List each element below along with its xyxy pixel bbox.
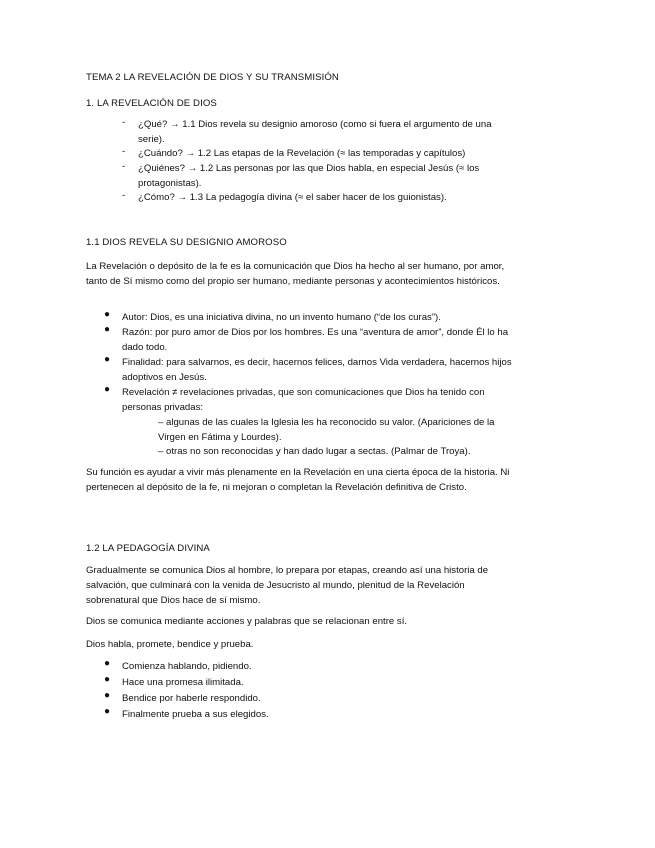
bullet-marker: ●: [104, 324, 111, 335]
paragraph-acciones: Dios se comunica mediante acciones y palabras que se relacionan entre sí.: [86, 616, 408, 627]
list-item-text: ¿Cómo? → 1.3 La pedagogía divina (≈ el saber hacer de los guionistas).: [138, 192, 447, 203]
bullet-text: Bendice por haberle respondido.: [122, 693, 261, 704]
bullet-marker: ●: [104, 658, 111, 669]
bullet-text: Razón: por puro amor de Dios por los hombres. Es una “aventura de amor”, donde Él lo ha dado todo.: [122, 327, 509, 353]
bullet-text: Finalidad: para salvarnos, es decir, hacernos felices, darnos Vida verdadera, hacernos hijos adoptivos en Jesús.: [122, 357, 512, 383]
section-heading-revelacion: 1. LA REVELACIÓN DE DIOS: [86, 98, 217, 109]
bullet-marker: ●: [104, 354, 111, 365]
sub-item: – otras no son reconocidas y han dado lugar a sectas. (Palmar de Troya).: [158, 446, 471, 457]
bullet-marker: ●: [104, 384, 111, 395]
bullet-text: Revelación ≠ revelaciones privadas, que son comunicaciones que Dios ha tenido con personas privadas:: [122, 387, 485, 413]
bullet-text: Comienza hablando, pidiendo.: [122, 661, 252, 672]
paragraph-gradualmente: Gradualmente se comunica Dios al hombre, lo prepara por etapas, creando así una historia de salvación, que culminará con la venida de Jesucristo al mundo, plenitud de la Revelación sobrenatural que Dios hace de sí mismo.: [86, 565, 489, 606]
dash-marker: -: [122, 117, 126, 128]
bullet-marker: ●: [104, 309, 111, 320]
paragraph-closing: Su función es ayudar a vivir más plenamente en la Revelación en una cierta época de la historia. Ni pertenecen al depósito de la fe, ni mejoran o completan la Revelación definitiva de Cristo.: [86, 467, 510, 493]
bullet-marker: ●: [104, 674, 111, 685]
bullet-text: Finalmente prueba a sus elegidos.: [122, 709, 269, 720]
section-heading-pedagogia: 1.2 LA PEDAGOGÍA DIVINA: [86, 543, 210, 554]
bullet-marker: ●: [104, 690, 111, 701]
list-item-text: ¿Qué? → 1.1 Dios revela su designio amoroso (como si fuera el argumento de una serie).: [138, 119, 492, 145]
dash-marker: -: [122, 161, 126, 172]
document-title: TEMA 2 LA REVELACIÓN DE DIOS Y SU TRANSMISIÓN: [86, 72, 339, 83]
section-heading-designio: 1.1 DIOS REVELA SU DESIGNIO AMOROSO: [86, 237, 287, 248]
paragraph-intro: La Revelación o depósito de la fe es la comunicación que Dios ha hecho al ser humano, por amor, tanto de Sí mismo como del propio ser humano, mediante personas y acontecimientos históricos.: [86, 261, 505, 287]
list-item-text: ¿Quiénes? → 1.2 Las personas por las que Dios habla, en especial Jesús (≈ los protagonistas).: [138, 163, 480, 189]
bullet-marker: ●: [104, 706, 111, 717]
paragraph-habla: Dios habla, promete, bendice y prueba.: [86, 639, 254, 650]
bullet-text: Autor: Dios, es una iniciativa divina, no un invento humano (“de los curas”).: [122, 312, 441, 323]
bullet-text: Hace una promesa ilimitada.: [122, 677, 244, 688]
dash-marker: -: [122, 190, 126, 201]
dash-marker: -: [122, 146, 126, 157]
sub-item: – algunas de las cuales la Iglesia les ha reconocido su valor. (Apariciones de la Virgen en Fátima y Lourdes).: [158, 417, 495, 443]
list-item-text: ¿Cuándo? → 1.2 Las etapas de la Revelación (≈ las temporadas y capítulos): [138, 148, 466, 159]
